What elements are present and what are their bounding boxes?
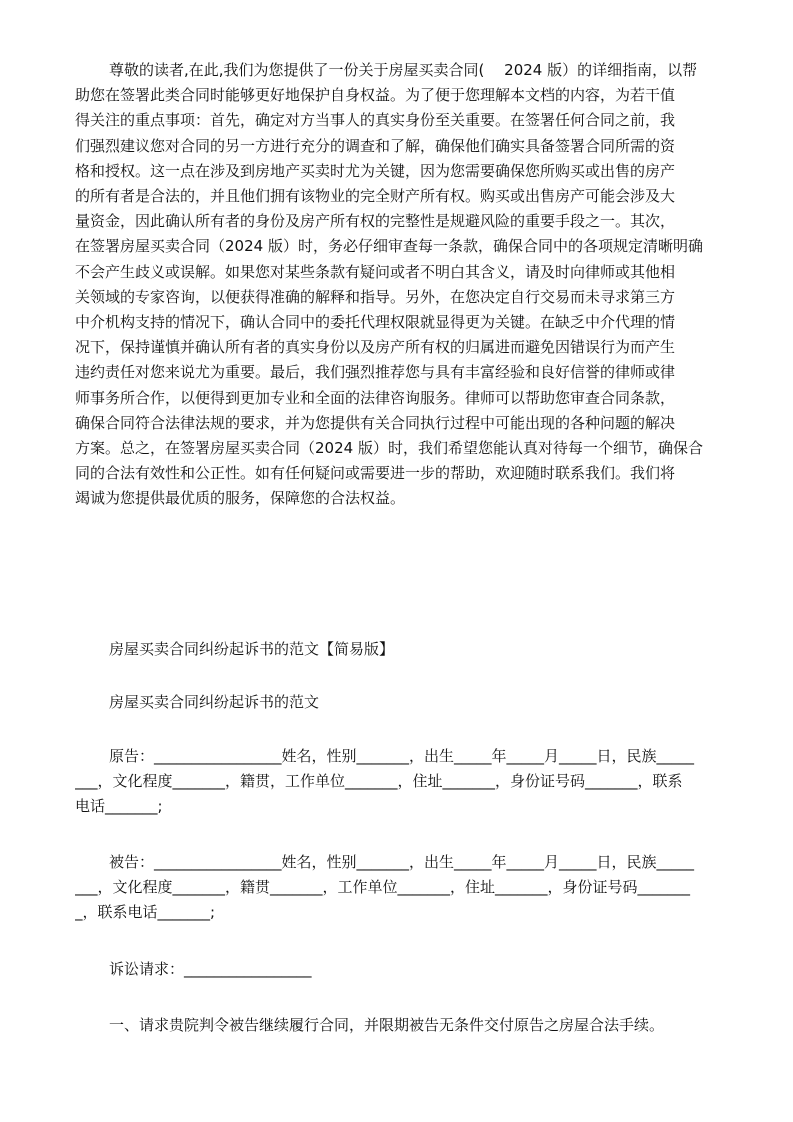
intro-line: 们强烈建议您对合同的另一方进行充分的调查和了解，确保他们确实具备签署合同所需的资 [75,136,676,155]
intro-paragraph [75,58,727,512]
intro-line: 中介机构支持的情况下，确认合同中的委托代理权限就显得更为关键。在缺乏中介代理的情 [75,313,676,332]
intro-line: 尊敬的读者,在此,我们为您提供了一份关于房屋买卖合同( 2024 版）的详细指南，以帮 [109,61,698,79]
defendant-line: 被告：_________________姓名，性别_______，出生_____年_____月_____日，民族_____ [109,853,695,871]
defendant-block [75,850,727,926]
intro-line: 在签署房屋买卖合同（2024 版）时，务必仔细审查每一条款，确保合同中的各项规定清晰明确 [75,237,703,256]
intro-line: 的所有者是合法的，并且他们拥有该物业的完全财产所有权。购买或出售房产可能会涉及大 [75,187,676,206]
defendant-line: _，联系电话_______; [75,903,216,922]
intro-line: 量资金，因此确认所有者的身份及房产所有权的完整性是规避风险的重要手段之一。其次， [75,212,676,231]
claim-item-1: 一、请求贵院判令被告继续履行合同，并限期被告无条件交付原告之房屋合法手续。 [109,1016,665,1034]
section-title-simple: 房屋买卖合同纠纷起诉书的范文【简易版】 [109,640,395,658]
claims-label: 诉讼请求：_________________ [109,960,312,978]
intro-line: 得关注的重点事项：首先，确定对方当事人的真实身份至关重要。在签署任何合同之前，我 [75,111,676,130]
intro-line: 况下，保持谨慎并确认所有者的真实身份以及房产所有权的归属进而避免因错误行为而产生 [75,338,676,357]
intro-line: 确保合同符合法律法规的要求，并为您提供有关合同执行过程中可能出现的各种问题的解决 [75,413,676,432]
plaintiff-line: 原告：_________________姓名，性别_______，出生_____年_____月_____日，民族_____ [109,747,695,765]
intro-line: 竭诚为您提供最优质的服务，保障您的合法权益。 [75,489,406,508]
intro-line: 师事务所合作，以便得到更加专业和全面的法律咨询服务。律师可以帮助您审查合同条款， [75,388,676,407]
section-subtitle: 房屋买卖合同纠纷起诉书的范文 [109,693,320,711]
intro-line: 不会产生歧义或误解。如果您对某些条款有疑问或者不明白其含义，请及时向律师或其他相 [75,262,676,281]
intro-line: 违约责任对您来说尤为重要。最后，我们强烈推荐您与具有丰富经验和良好信誉的律师或律 [75,363,676,382]
intro-line: 关领域的专家咨询，以便获得准确的解释和指导。另外，在您决定自行交易而未寻求第三方 [75,287,676,306]
plaintiff-line: 电话_______; [75,797,163,816]
plaintiff-line: ___，文化程度_______，籍贯，工作单位_______，住址_______，身份证号码_______，联系 [75,772,683,791]
intro-line: 格和授权。这一点在涉及到房地产买卖时尤为关键，因为您需要确保您所购买或出售的房产 [75,161,676,180]
defendant-line: ___，文化程度_______，籍贯_______，工作单位_______，住址_______，身份证号码_______ [75,878,691,897]
intro-line: 方案。总之，在签署房屋买卖合同（2024 版）时，我们希望您能认真对待每一个细节，确保合 [75,439,703,458]
plaintiff-block [75,744,727,820]
intro-line: 助您在签署此类合同时能够更好地保护自身权益。为了便于您理解本文档的内容，为若干值 [75,86,676,105]
intro-line: 同的合法有效性和公正性。如有任何疑问或需要进一步的帮助，欢迎随时联系我们。我们将 [75,464,676,483]
